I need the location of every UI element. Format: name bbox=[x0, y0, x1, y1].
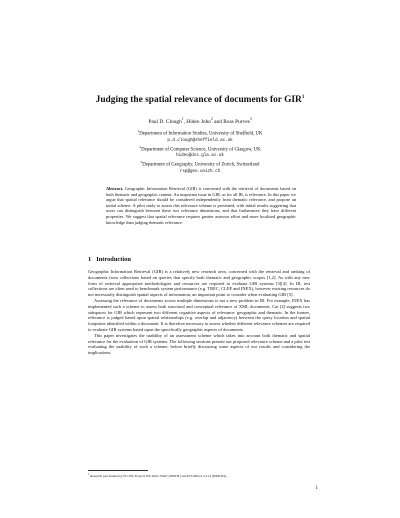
affiliation-list bbox=[60, 128, 340, 175]
body-text bbox=[88, 269, 310, 356]
abstract-label: Abstract. bbox=[106, 186, 124, 191]
footnote-divider bbox=[88, 470, 148, 471]
author-affiliation-mark: 1 bbox=[181, 117, 184, 121]
abstract bbox=[106, 186, 296, 225]
author-name: Ross Purves bbox=[223, 118, 250, 125]
affiliation-email-text[interactable]: rsp@geo.unizh.ch bbox=[179, 169, 221, 174]
paragraph: This paper investigates the usability of an assessment scheme which takes into account both thematic and spatial relevance for the evaluation of GIR systems. The following sections present our proposed relevance scheme and a pilot test evaluating the usability of such a scheme, before briefly discussing some aspects of our results and considering the implications. bbox=[88, 332, 310, 356]
section-number: 1 bbox=[88, 256, 92, 263]
affiliation-line bbox=[60, 144, 340, 154]
author-name: Hideo Joho bbox=[186, 118, 212, 125]
paragraph: Assessing the relevance of documents across multiple dimensions is not a new problem in IR. For example, INEX has implemented such a scheme to assess both structural and conceptual relevance of XML documents. Cai [2] suggests two subspaces for GIR which represent two different cognitive aspects of relevance: geographic and thematic. In the former, relevance is judged based upon spatial relationships (e.g. overlap and adjacency) between the query location and spatial footprints identified within a document. It is therefore necessary to assess whether different relevance schemes are required to evaluate GIR systems based upon the specifically geographic aspects of documents. bbox=[88, 297, 310, 332]
author-name: Paul D. Clough bbox=[148, 118, 182, 125]
affiliation-line bbox=[60, 128, 340, 138]
abstract-text: Geographic Information Retrieval (GIR) is concerned with the retrieval of documents based on both thematic and geographic content. An important issue in GIR, as for all IR, is relevance. In this paper we argue that spatial relevance should be considered independently from thematic relevance, and propose an initial scheme. A pilot study to assess this relevance scheme is presented, with initial results suggesting that users can distinguish between these two relevance dimensions, and that furthermore they have different properties. We suggest that spatial relevance requires greater assessor effort and more localised geographic knowledge than judging thematic relevance. bbox=[106, 186, 297, 225]
footnote-text: Research part-funded by EU-IST Projects IST-2001-35047 (SPIRIT) and IST-2002-2.3.1.12 (BRICKS). bbox=[90, 474, 228, 479]
affiliation-department: Department of Information Studies, University of Sheffield, UK bbox=[139, 131, 263, 137]
author-separator: , bbox=[183, 118, 187, 125]
paragraph: Geographic Information Retrieval (GIR) is a relatively new research area, concerned with the retrieval and ranking of documents from collections based on queries that specify both thematic and geographic scopes [1,2]. As with any new form of retrieval appropriate methodologies and resources are required to evaluate GIR systems [3][4]. In IR, test collections are often used to benchmark system performance (e.g. TREC, CLEF and INEX), however existing resources do not necessarily distinguish spatial aspects of information, an important point to consider when evaluating GIR [5]. bbox=[88, 269, 310, 298]
author-affiliation-mark: 2 bbox=[211, 117, 213, 121]
paper-title bbox=[60, 92, 340, 106]
page-number: 1 bbox=[315, 486, 318, 491]
affiliation-email-text[interactable]: hideo@dcs.gla.ac.uk bbox=[176, 154, 224, 159]
affiliation-department: Department of Computer Science, University of Glasgow, UK bbox=[141, 147, 261, 153]
affiliation-email-text[interactable]: p.d.clough@sheffield.ac.uk bbox=[167, 138, 233, 143]
section-heading bbox=[88, 256, 131, 264]
affiliation-line bbox=[60, 159, 340, 169]
footnote-mark: 1 bbox=[88, 473, 90, 476]
affiliation-email[interactable] bbox=[60, 169, 340, 175]
affiliation-department: Department of Geography, University of Zurich, Switzerland bbox=[142, 162, 260, 168]
affiliation-mark: 3 bbox=[140, 160, 143, 165]
affiliation-mark: 1 bbox=[137, 129, 140, 133]
author-list bbox=[60, 116, 340, 126]
author-separator: and bbox=[212, 118, 224, 125]
footnote bbox=[88, 473, 310, 478]
affiliation-mark: 2 bbox=[139, 144, 142, 149]
paper-title-text: Judging the spatial relevance of documents for GIR bbox=[95, 95, 302, 106]
author-affiliation-mark: 3 bbox=[249, 117, 252, 121]
section-title: Introduction bbox=[96, 256, 131, 263]
title-footnote-marker: 1 bbox=[301, 95, 305, 100]
